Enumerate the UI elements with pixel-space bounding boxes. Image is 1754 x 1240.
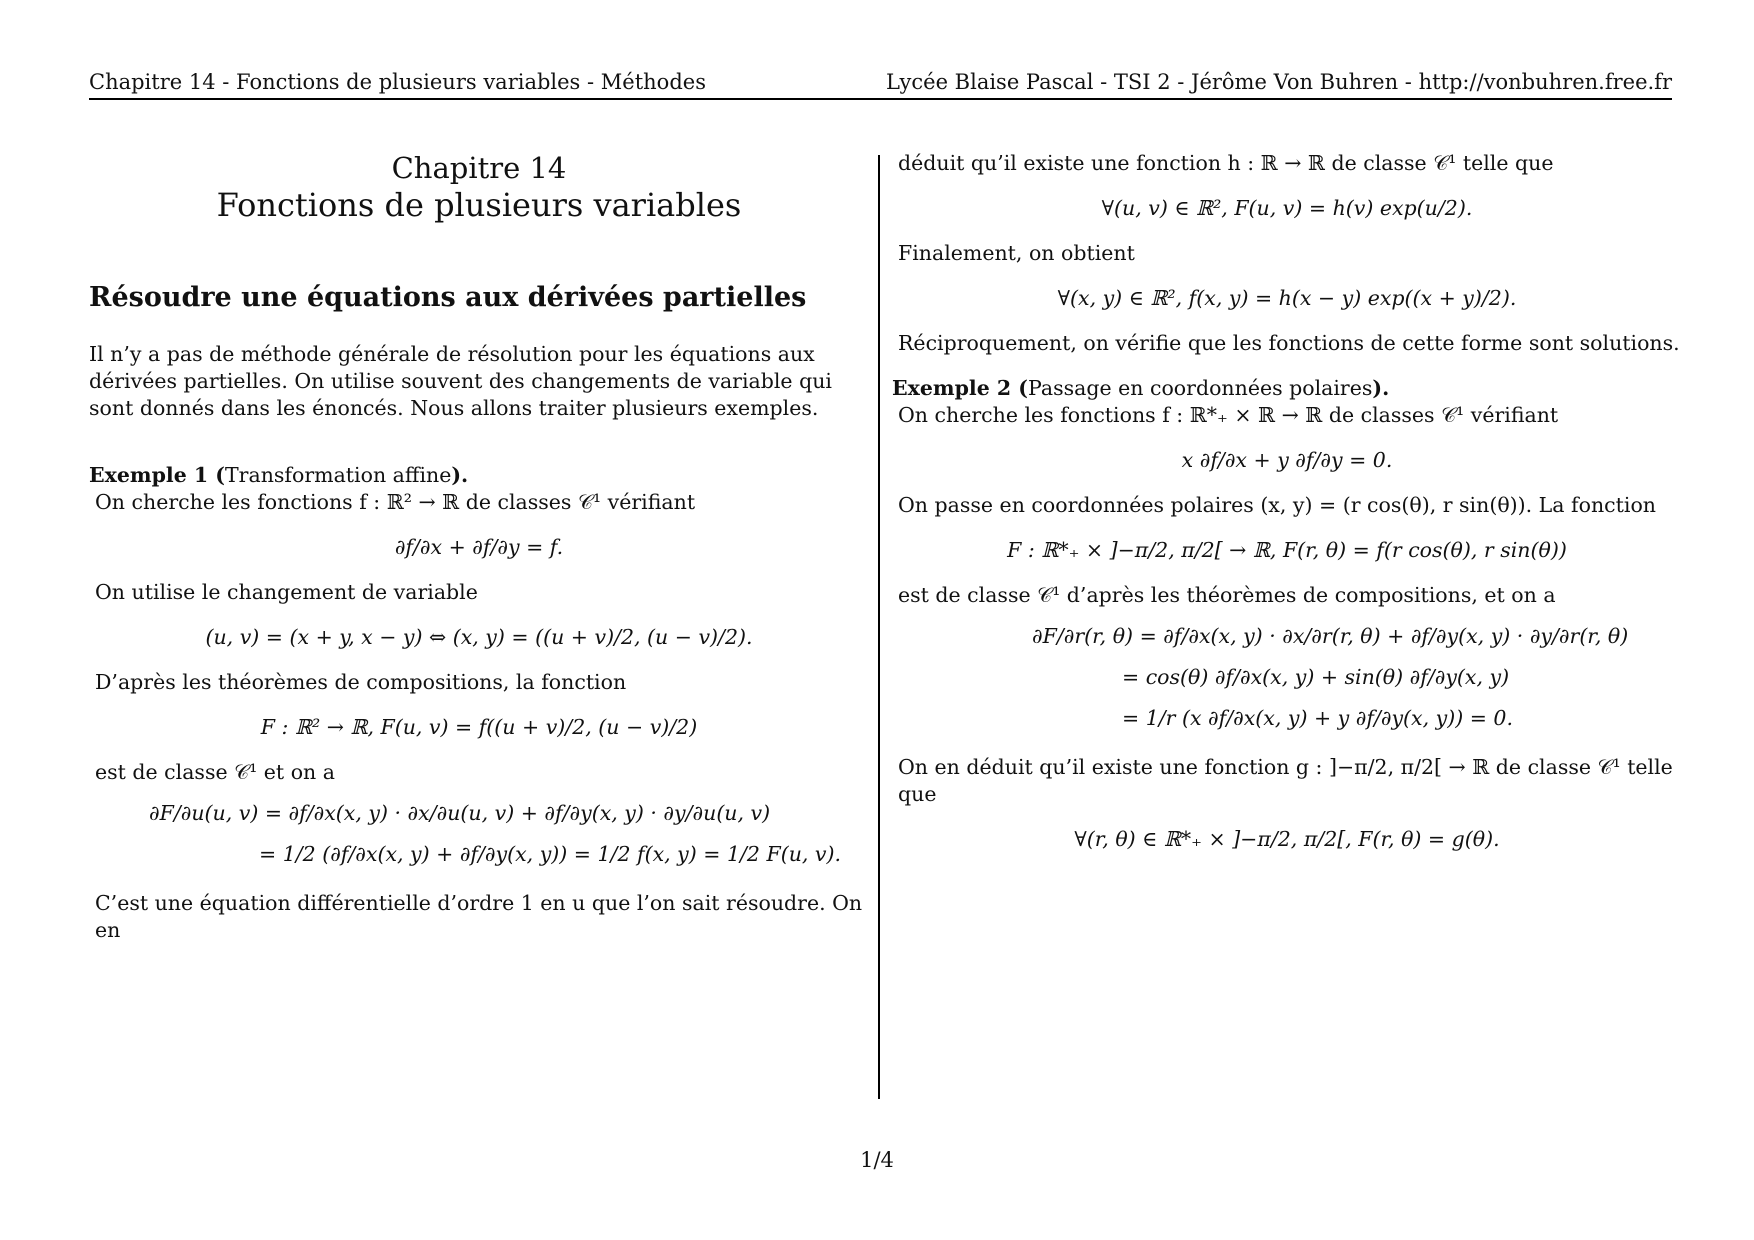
- example-2-intro: On cherche les fonctions f : ℝ*₊ × ℝ → ℝ de classes 𝒞¹ vérifiant: [898, 403, 1559, 427]
- header-left: Chapitre 14 - Fonctions de plusieurs variables - Méthodes: [89, 70, 706, 94]
- example-1-equation-3: F : ℝ² → ℝ, F(u, v) = f((u + v)/2, (u − v)/2): [260, 715, 698, 739]
- example-1-equation-4b: = 1/2 (∂f/∂x(x, y) + ∂f/∂y(x, y)) = 1/2 f(x, y) = 1/2 F(u, v).: [259, 842, 842, 866]
- chapter-name: Fonctions de plusieurs variables: [216, 186, 742, 224]
- example-2-equation-1: x ∂f/∂x + y ∂f/∂y = 0.: [1181, 448, 1393, 472]
- example-2-equation-4: ∀(r, θ) ∈ ℝ*₊ × ]−π/2, π/2[, F(r, θ) = g(θ).: [1074, 827, 1500, 851]
- example-1: [89, 462, 869, 944]
- example-1-equation-2: (u, v) = (x + y, x − y) ⇔ (x, y) = ((u + v)/2, (u − v)/2).: [205, 625, 753, 649]
- example-2-equation-3c: = 1/r (x ∂f/∂x(x, y) + y ∂f/∂y(x, y)) = 0.: [1122, 706, 1513, 730]
- right-column: [892, 150, 1682, 871]
- page-number: 1/4: [860, 1148, 894, 1172]
- example-1-text-4: est de classe 𝒞¹ et on a: [95, 760, 335, 784]
- example-1-text-5: C’est une équation différentielle d’ordre 1 en u que l’on sait résoudre. On en: [95, 891, 863, 942]
- example-1-text-7: Finalement, on obtient: [898, 241, 1135, 265]
- example-1-text-6: déduit qu’il existe une fonction h : ℝ → ℝ de classe 𝒞¹ telle que: [898, 151, 1554, 175]
- example-1-equation-6: ∀(x, y) ∈ ℝ², f(x, y) = h(x − y) exp((x + y)/2).: [1057, 286, 1517, 310]
- page-header: [89, 70, 1672, 100]
- example-2: [892, 375, 1682, 853]
- left-column: [89, 150, 869, 944]
- example-1-label: Exemple 1: [89, 463, 209, 487]
- example-2-equation-3a: ∂F/∂r(r, θ) = ∂f/∂x(x, y) · ∂x/∂r(r, θ) + ∂f/∂y(x, y) · ∂y/∂r(r, θ): [1032, 624, 1629, 648]
- example-2-text-3: est de classe 𝒞¹ d’après les théorèmes de compositions, et on a: [898, 583, 1556, 607]
- example-1-equation-4a: ∂F/∂u(u, v) = ∂f/∂x(x, y) · ∂x/∂u(u, v) + ∂f/∂y(x, y) · ∂y/∂u(u, v): [149, 801, 771, 825]
- chapter-number: Chapitre 14: [391, 151, 567, 185]
- example-2-heading: Exemple 2 (Passage en coordonnées polaires).: [892, 376, 1390, 400]
- chapter-title: [89, 150, 869, 224]
- example-1-intro: On cherche les fonctions f : ℝ² → ℝ de classes 𝒞¹ vérifiant: [95, 490, 696, 514]
- example-2-equation-2: F : ℝ*₊ × ]−π/2, π/2[ → ℝ, F(r, θ) = f(r cos(θ), r sin(θ)): [1007, 538, 1567, 562]
- intro-paragraph: Il n’y a pas de méthode générale de résolution pour les équations aux dérivées partielles. On utilise souvent des changements de variable qui sont donnés dans les énoncés. Nous allons traiter plusieurs exemples.: [89, 342, 832, 420]
- example-2-text-4: On en déduit qu’il existe une fonction g : ]−π/2, π/2[ → ℝ de classe 𝒞¹ telle que: [898, 755, 1673, 806]
- example-1-title: Transformation affine: [225, 463, 452, 487]
- column-divider: [878, 155, 880, 1099]
- example-1-equation-5: ∀(u, v) ∈ ℝ², F(u, v) = h(v) exp(u/2).: [1101, 196, 1473, 220]
- example-2-label: Exemple 2: [892, 376, 1012, 400]
- example-1-text-3: D’après les théorèmes de compositions, la fonction: [95, 670, 627, 694]
- example-2-equation-3b: = cos(θ) ∂f/∂x(x, y) + sin(θ) ∂f/∂y(x, y): [1122, 665, 1510, 689]
- example-1-heading: Exemple 1 (Transformation affine).: [89, 463, 469, 487]
- example-2-text-2: On passe en coordonnées polaires (x, y) = (r cos(θ), r sin(θ)). La fonction: [898, 493, 1656, 517]
- example-2-title: Passage en coordonnées polaires: [1028, 376, 1373, 400]
- section-heading: Résoudre une équations aux dérivées partielles: [89, 282, 807, 313]
- example-1-text-8: Réciproquement, on vérifie que les fonctions de cette forme sont solutions.: [898, 331, 1680, 355]
- header-right: Lycée Blaise Pascal - TSI 2 - Jérôme Von Buhren - http://vonbuhren.free.fr: [885, 70, 1672, 94]
- example-1-equation-1: ∂f/∂x + ∂f/∂y = f.: [394, 535, 564, 559]
- example-1-text-2: On utilise le changement de variable: [95, 580, 478, 604]
